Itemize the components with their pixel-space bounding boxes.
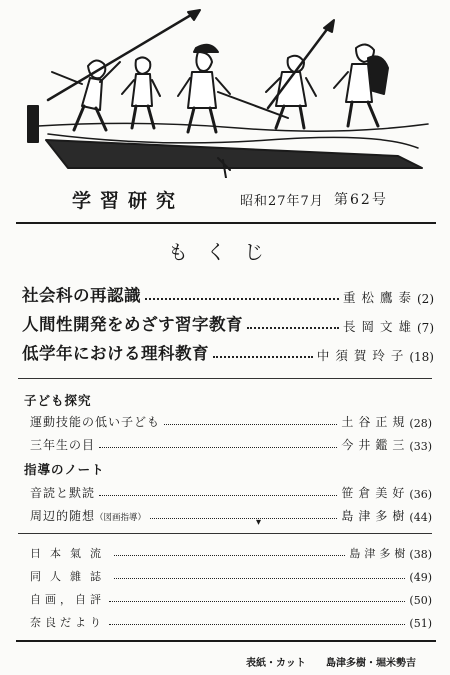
entry-page: (28)	[409, 417, 432, 430]
toc-misc-entry[interactable]	[30, 611, 432, 630]
toc-sub-entry[interactable]	[30, 433, 432, 453]
magazine-title: 学習研究	[72, 190, 185, 212]
toc-sub-entry[interactable]	[30, 504, 432, 524]
dot-leader	[213, 356, 313, 358]
dot-leader	[164, 424, 337, 425]
road-ground	[38, 123, 428, 131]
toc-main-entry[interactable]	[22, 280, 434, 306]
entry-author: 島津多樹	[349, 547, 410, 560]
dot-leader	[114, 578, 405, 579]
section-title: 子ども探究	[24, 393, 92, 408]
entry-title-main: 周辺的随想	[30, 509, 96, 523]
entry-title: 運動技能の低い子ども	[30, 415, 161, 429]
entry-title: 日本氣流	[30, 547, 110, 560]
credit-label: 表紙・カット	[246, 658, 306, 669]
dot-leader	[114, 555, 345, 556]
entry-title: 社会科の再認識	[22, 286, 141, 305]
entry-page: (7)	[417, 321, 434, 335]
entry-title: 人間性開発をめざす習字教育	[22, 315, 243, 334]
entry-author: 中須賀玲子	[316, 348, 410, 363]
entry-title	[30, 507, 146, 524]
section-divider	[18, 533, 432, 534]
child-figure-2	[136, 57, 151, 74]
entry-author: 笹倉美好	[341, 486, 410, 500]
entry-page: (50)	[409, 594, 432, 607]
dot-leader	[145, 298, 339, 300]
toc-misc-entry[interactable]	[30, 565, 432, 584]
entry-author: 重松鷹泰	[342, 290, 417, 305]
entry-author: 長岡文雄	[342, 319, 417, 334]
dot-leader	[99, 495, 337, 496]
top-divider	[16, 222, 436, 224]
child-figure-3	[194, 45, 218, 52]
toc-sub-entry[interactable]	[30, 481, 432, 501]
entry-title: 低学年における理科教育	[22, 344, 209, 363]
entry-page: (36)	[409, 488, 432, 501]
entry-author: 土谷正規	[341, 415, 410, 429]
entry-page: (38)	[409, 548, 432, 561]
section-divider	[18, 378, 432, 379]
toc-heading: もくじ	[168, 240, 282, 264]
cover-illustration	[18, 8, 432, 178]
entry-author: 島津多樹	[341, 509, 410, 523]
entry-page: (44)	[409, 511, 432, 524]
entry-page: (51)	[409, 617, 432, 630]
toc-sub-entry[interactable]	[30, 410, 432, 430]
masthead	[0, 186, 450, 214]
entry-page: (49)	[409, 571, 432, 584]
toc-main-entry[interactable]	[22, 309, 434, 335]
dot-leader	[109, 624, 405, 625]
entry-title-note: （図画指導）	[95, 513, 147, 523]
bottom-divider	[16, 640, 436, 642]
entry-title: 音読と默読	[30, 486, 96, 500]
entry-title: 自画，自評	[30, 593, 105, 606]
ornament-mark: ▾	[256, 517, 262, 528]
toc-main-entry[interactable]	[22, 338, 434, 364]
entry-page: (33)	[409, 440, 432, 453]
issue-number: 第62号	[334, 192, 388, 208]
dot-leader	[150, 518, 337, 519]
dot-leader	[109, 601, 405, 602]
issue-date: 昭和27年7月	[240, 194, 324, 209]
toc-misc-entry[interactable]	[30, 542, 432, 561]
entry-title: 三年生の目	[30, 438, 96, 452]
dot-leader	[99, 447, 337, 448]
entry-page: (2)	[417, 292, 434, 306]
dot-leader	[247, 327, 339, 329]
entry-author: 今井鑑三	[341, 438, 410, 452]
entry-title: 奈良だより	[30, 616, 105, 629]
toc-misc-entry[interactable]	[30, 588, 432, 607]
entry-title: 同人雜誌	[30, 570, 110, 583]
credit-names: 島津多樹・堀米勢吉	[326, 658, 416, 669]
section-title: 指導のノート	[24, 462, 105, 477]
entry-page: (18)	[409, 350, 434, 364]
